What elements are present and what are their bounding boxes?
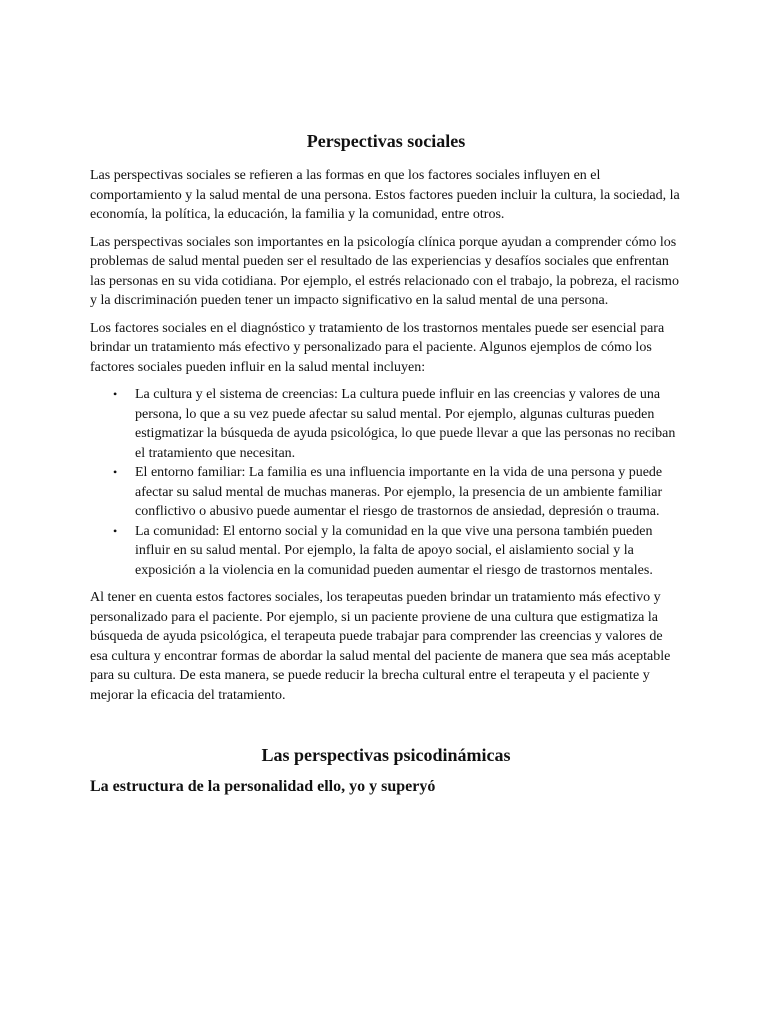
- examples-intro-paragraph: Los factores sociales en el diagnóstico y tratamiento de los trastornos mentales puede ser esencial para brindar un tratamiento más efectivo y personalizado para el paciente. Algunos ejemplos de cómo los factores sociales pueden influir en la salud mental incluyen:: [90, 320, 665, 375]
- section-heading: Las perspectivas psicodinámicas: [261, 745, 511, 765]
- bullet-icon: •: [113, 465, 118, 479]
- list-item-text: La cultura y el sistema de creencias: La cultura puede influir en las creencias y valores de una persona, lo que a su vez puede afectar su salud mental. Por ejemplo, algunas culturas pueden estigmatizar la búsqueda de ayuda psicológica, lo que puede llevar a que las personas no reciban el tratamiento que necesitan.: [135, 387, 676, 461]
- document-title: Perspectivas sociales: [306, 131, 466, 151]
- examples-list: [90, 385, 682, 580]
- subheading: La estructura de la personalidad ello, yo y superyó: [90, 778, 436, 795]
- list-item: [90, 385, 682, 463]
- list-item-text: El entorno familiar: La familia es una influencia importante en la vida de una persona y puede afectar su salud mental de muchas maneras. Por ejemplo, la presencia de un ambiente familiar conflictivo o abusivo puede aumentar el riesgo de trastornos de ansiedad, depresión o trauma.: [135, 465, 663, 519]
- intro-paragraph: Las perspectivas sociales se refieren a las formas en que los factores sociales influyen en el comportamiento y la salud mental de una persona. Estos factores pueden incluir la cultura, la sociedad, la economía, la política, la educación, la familia y la comunidad, entre otros.: [90, 168, 680, 222]
- document-body: [90, 126, 682, 799]
- bullet-icon: •: [113, 387, 118, 401]
- list-item: [90, 463, 682, 522]
- bullet-icon: •: [113, 523, 118, 538]
- closing-paragraph: Al tener en cuenta estos factores sociales, los terapeutas pueden brindar un tratamiento más efectivo y personalizado para el paciente. Por ejemplo, si un paciente proviene de una cultura que estigmatiza la búsqueda de ayuda psicológica, el terapeuta puede trabajar para comprender las creencias y valores de esa cultura y encontrar formas de abordar la salud mental del paciente de manera que sea más aceptable para su cultura. De esta manera, se puede reducir la brecha cultural entre el terapeuta y el paciente y mejorar la eficacia del tratamiento.: [90, 590, 671, 703]
- list-item-text: La comunidad: El entorno social y la comunidad en la que vive una persona también pueden influir en su salud mental. Por ejemplo, la falta de apoyo social, el aislamiento social y la exposición a la violencia en la comunidad pueden aumentar el riesgo de trastornos mentales.: [135, 523, 653, 578]
- importance-paragraph: Las perspectivas sociales son importantes en la psicología clínica porque ayudan a comprender cómo los problemas de salud mental pueden ser el resultado de las experiencias y desafíos sociales que enfrentan las personas en su vida cotidiana. Por ejemplo, el estrés relacionado con el trabajo, la pobreza, el racismo y la discriminación pueden tener un impacto significativo en la salud mental de una persona.: [90, 234, 679, 308]
- list-item: [90, 522, 682, 581]
